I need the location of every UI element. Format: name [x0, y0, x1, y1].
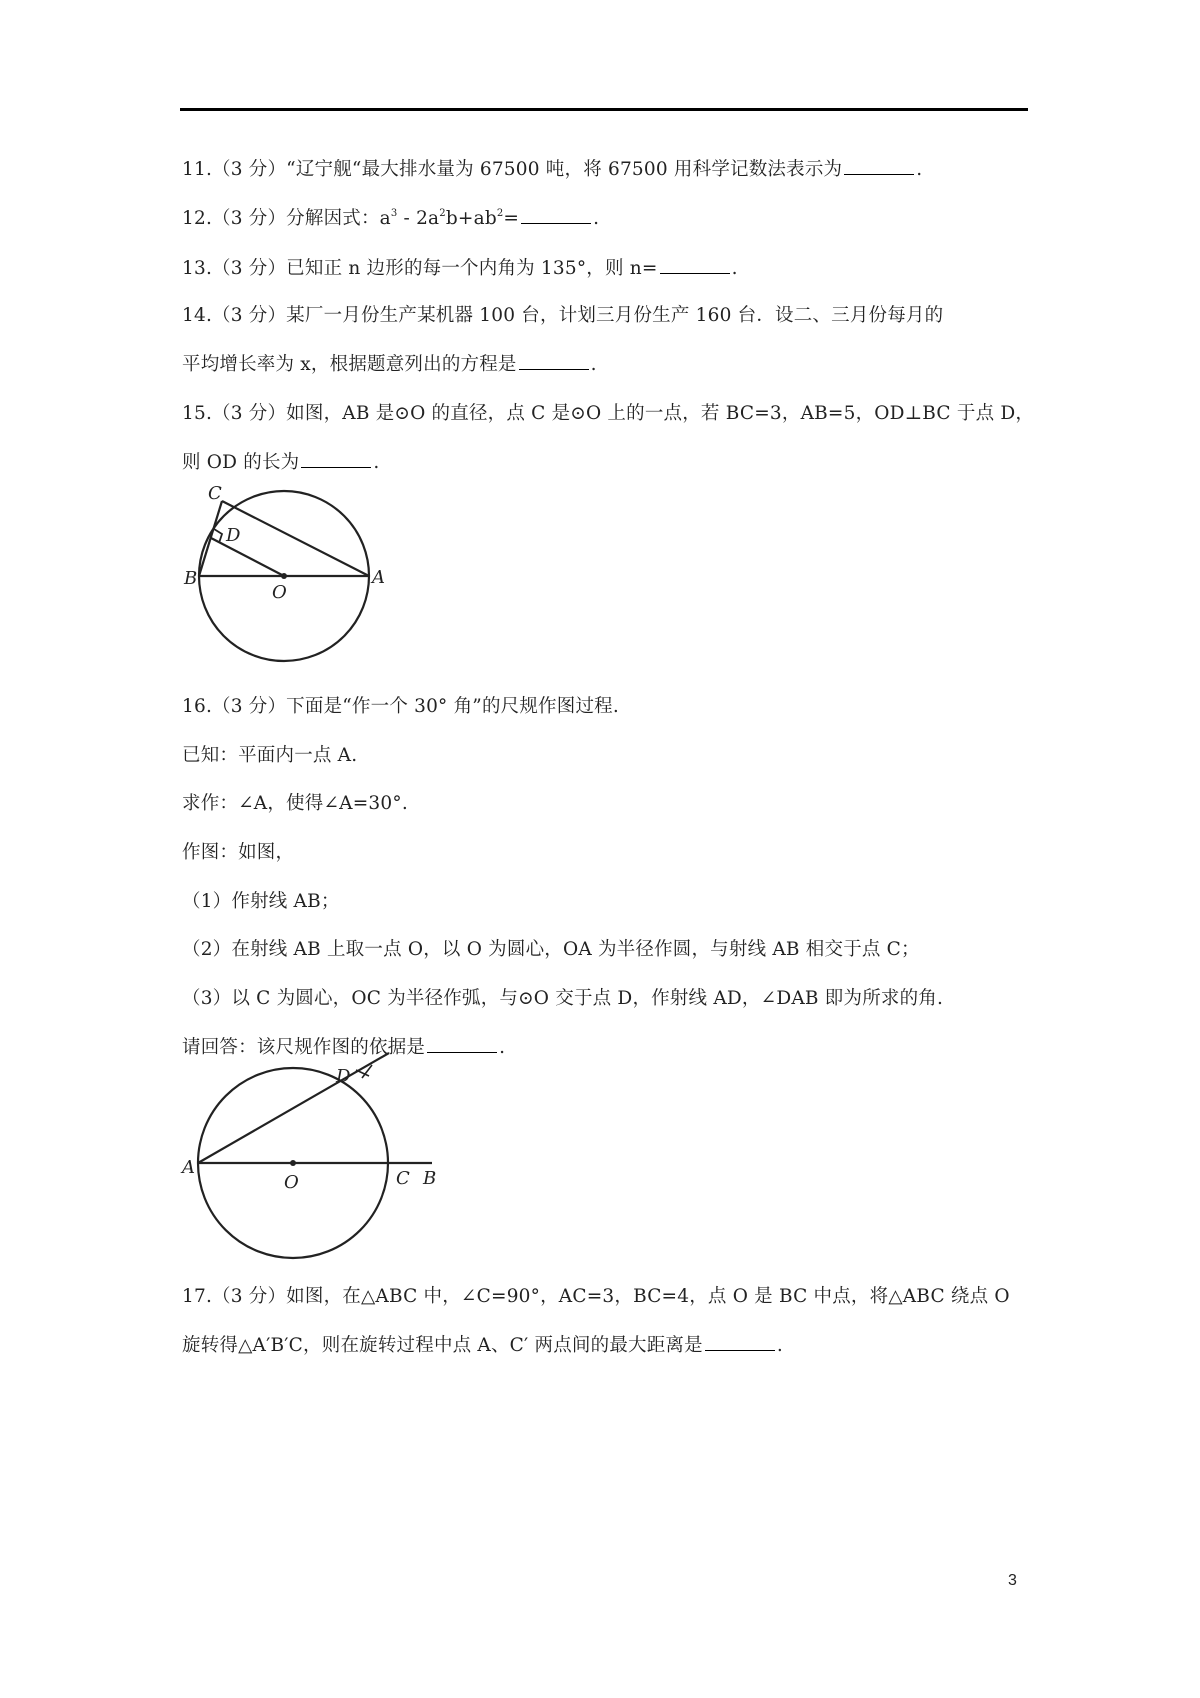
answer-blank[interactable] [844, 156, 914, 175]
question-15-line-1: 15.（3 分）如图，AB 是⊙O 的直径，点 C 是⊙O 上的一点，若 BC=3，AB=5，OD⊥BC 于点 D， [182, 403, 1035, 424]
question-11: 11.（3 分）“辽宁舰“最大排水量为 67500 吨，将 67500 用科学记数法表示为 . [182, 156, 922, 183]
answer-blank[interactable] [705, 1332, 775, 1351]
question-17-line-1: 17.（3 分）如图，在△ABC 中，∠C=90°，AC=3，BC=4，点 O 是 BC 中点，将△ABC 绕点 O [182, 1286, 1010, 1307]
question-16-step-1: （1）作射线 AB； [182, 891, 340, 912]
question-12: 12.（3 分）分解因式：$a^3 - 2a^2b+ab^2=$ . [182, 205, 599, 232]
question-13: 13.（3 分）已知正 n 边形的每一个内角为 135°，则 n= . [182, 255, 738, 282]
question-16-step-2: （2）在射线 AB 上取一点 O，以 O 为圆心，OA 为半径作圆，与射线 AB 相交于点 C； [182, 939, 920, 960]
question-14-line-1: 14.（3 分）某厂一月份生产某机器 100 台，计划三月份生产 160 台．设二、三月份每月的 [182, 305, 944, 326]
figure-15-circle-diagram [170, 480, 390, 670]
question-14-line-2: 平均增长率为 x，根据题意列出的方程是 . [182, 351, 597, 378]
header-rule [180, 108, 1028, 111]
figure-16-construction-diagram [170, 1050, 460, 1270]
question-16-answer: 请回答：该尺规作图的依据是 . [182, 1034, 505, 1061]
label-b: B [184, 568, 198, 589]
answer-blank[interactable] [301, 449, 371, 468]
question-16-step-3: （3）以 C 为圆心，OC 为半径作弧，与⊙O 交于点 D，作射线 AD，∠DAB 即为所求的角. [182, 988, 944, 1009]
label-c: C [396, 1168, 410, 1189]
segment-od [211, 538, 284, 576]
label-c: C [208, 483, 222, 504]
label-a: A [182, 1157, 195, 1178]
question-16-find: 求作：∠A，使得∠A=30°. [182, 793, 408, 814]
answer-blank[interactable] [660, 255, 730, 274]
question-17-line-2: 旋转得△A′B′C，则在旋转过程中点 A、C′ 两点间的最大距离是 . [182, 1332, 783, 1359]
question-16-construct: 作图：如图， [182, 842, 295, 863]
chord-ca [222, 501, 369, 576]
ray-ad [198, 1053, 389, 1163]
label-o: O [284, 1172, 299, 1193]
question-16-line-1: 16.（3 分）下面是“作一个 30° 角”的尺规作图过程. [182, 696, 619, 717]
page-number: 3 [1008, 1572, 1017, 1589]
question-16-known: 已知：平面内一点 A. [182, 745, 358, 766]
label-o: O [272, 582, 287, 603]
label-a: A [372, 567, 385, 588]
question-15-line-2: 则 OD 的长为 . [182, 449, 379, 476]
label-d: D [336, 1066, 351, 1087]
label-b: B [423, 1168, 437, 1189]
answer-blank[interactable] [521, 205, 591, 224]
center-dot [290, 1160, 296, 1166]
answer-blank[interactable] [519, 351, 589, 370]
center-dot [281, 573, 287, 579]
label-d: D [226, 525, 241, 546]
q11-text: 11.（3 分）“辽宁舰“最大排水量为 67500 吨，将 67500 用科学记数法表示为 [182, 159, 843, 180]
chord-bc [199, 501, 222, 576]
